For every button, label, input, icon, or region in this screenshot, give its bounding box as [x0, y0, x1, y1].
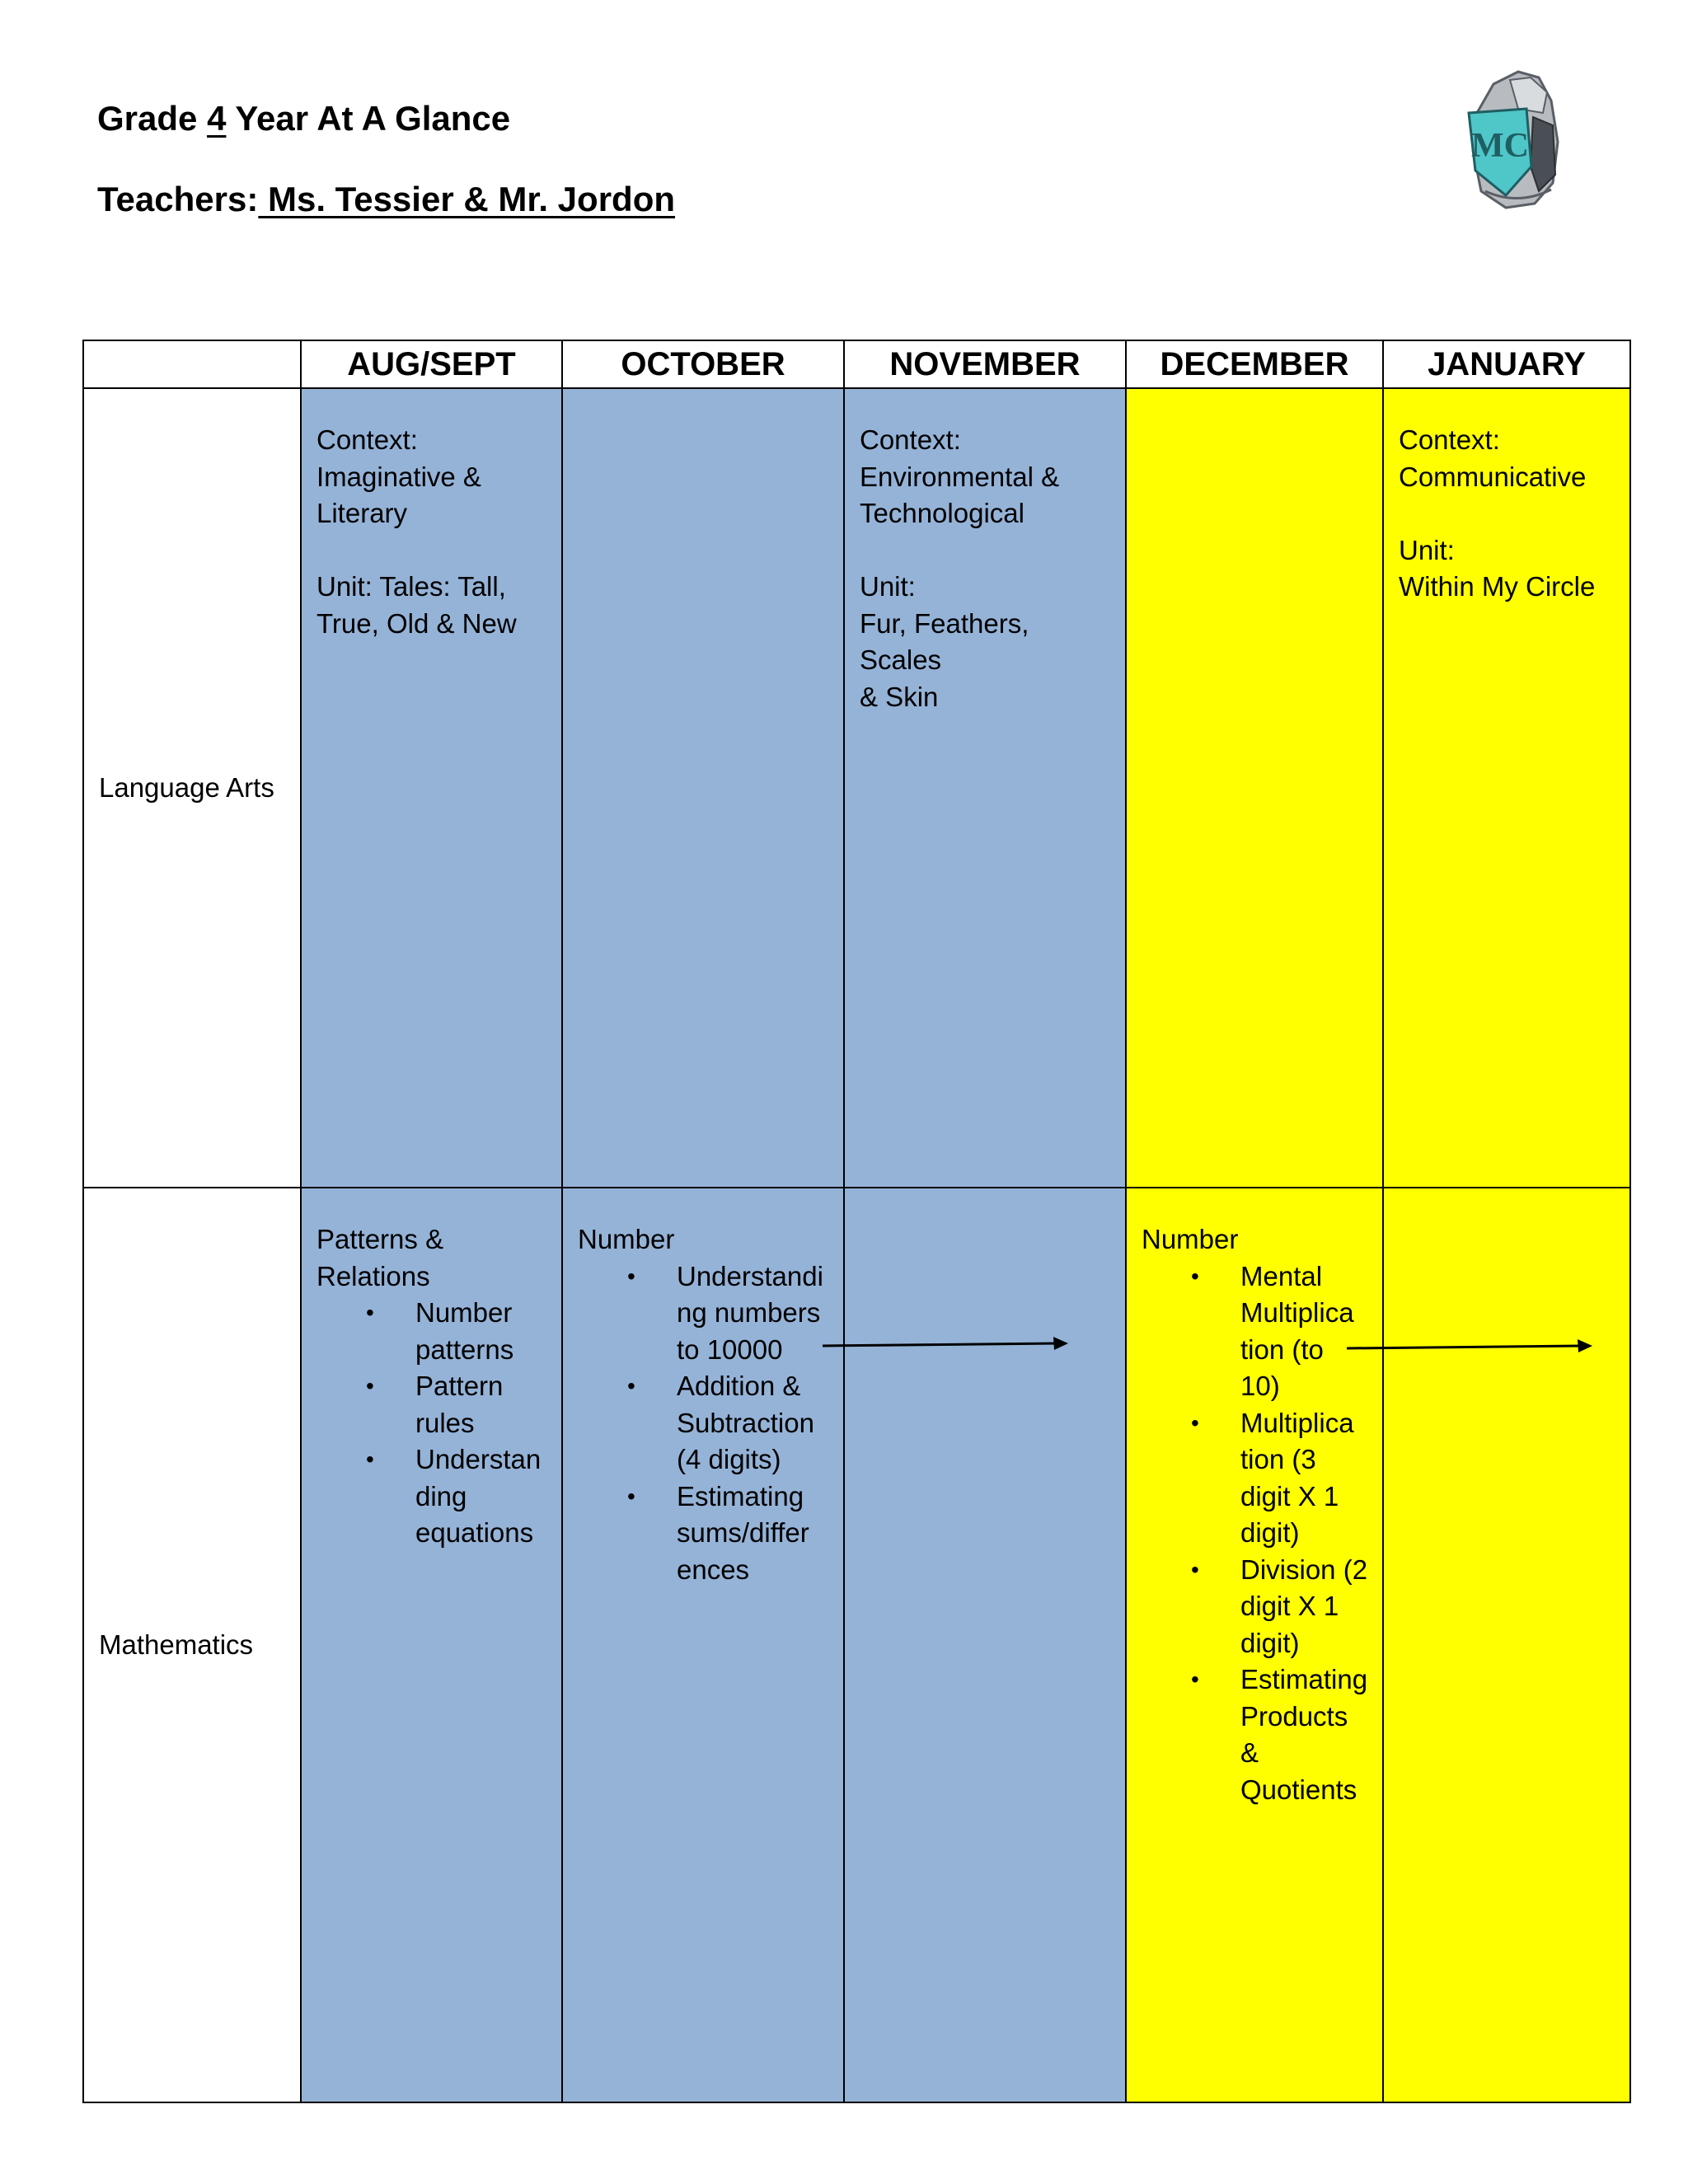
math-october-heading: Number: [578, 1224, 675, 1254]
col-header-january: JANUARY: [1383, 340, 1630, 388]
la-november-context: Context: Environmental & Technological: [860, 424, 1060, 528]
math-october-cell: [562, 1188, 844, 2102]
list-item: • Number patterns: [366, 1295, 548, 1368]
math-december-list: [1142, 1258, 1369, 1809]
math-january-cell: [1383, 1188, 1630, 2102]
la-aug-sept-cell: [301, 388, 562, 1188]
la-january-context: Context: Communicative: [1399, 424, 1587, 492]
list-item: • Mental Multiplica tion (to 10): [1191, 1258, 1369, 1405]
year-at-a-glance-table: [82, 340, 1631, 2103]
row-label-language-arts: Language Arts: [83, 388, 301, 1188]
col-header-november: NOVEMBER: [844, 340, 1126, 388]
la-aug-sept-unit: Unit: Tales: Tall, True, Old & New: [316, 571, 517, 639]
continue-arrow-icon: [821, 1331, 1076, 1356]
grade-number: 4: [207, 99, 227, 138]
title-prefix: Grade: [97, 99, 208, 138]
list-item: • Division (2 digit X 1 digit): [1191, 1552, 1369, 1662]
col-header-aug-sept: AUG/SEPT: [301, 340, 562, 388]
corner-cell: [83, 340, 301, 388]
list-item: • Understan ding equations: [366, 1441, 548, 1552]
list-item: • Multiplica tion (3 digit X 1 digit): [1191, 1405, 1369, 1552]
col-header-october: OCTOBER: [562, 340, 844, 388]
la-november-cell: [844, 388, 1126, 1188]
list-item: • Estimating Products & Quotients: [1191, 1661, 1369, 1808]
page-title: [97, 99, 510, 138]
list-item: • Estimating sums/differ ences: [627, 1479, 830, 1589]
list-item: • Understandi ng numbers to 10000: [627, 1258, 830, 1369]
continue-arrow-icon: [1345, 1333, 1601, 1358]
la-december-cell: [1126, 388, 1383, 1188]
la-november-unit: Unit: Fur, Feathers, Scales & Skin: [860, 571, 1029, 712]
logo-letters: MC: [1471, 127, 1529, 165]
la-january-unit: Unit: Within My Circle: [1399, 534, 1596, 602]
teachers-line: [97, 180, 675, 219]
list-item: • Pattern rules: [366, 1368, 548, 1441]
math-aug-sept-cell: [301, 1188, 562, 2102]
list-item: • Addition & Subtraction (4 digits): [627, 1368, 830, 1479]
header-row: [83, 340, 1630, 388]
col-header-december: DECEMBER: [1126, 340, 1383, 388]
math-november-cell: [844, 1188, 1126, 2102]
mathematics-row: [83, 1188, 1630, 2102]
la-aug-sept-context: Context: Imaginative & Literary: [316, 424, 481, 528]
teachers-names: Ms. Tessier & Mr. Jordon: [258, 180, 676, 218]
math-december-cell: [1126, 1188, 1383, 2102]
math-october-list: [578, 1258, 830, 1589]
la-january-cell: [1383, 388, 1630, 1188]
school-knight-logo-icon: [1461, 68, 1584, 212]
math-aug-sept-list: [316, 1295, 548, 1552]
row-label-mathematics: Mathematics: [83, 1188, 301, 2102]
title-suffix: Year At A Glance: [226, 99, 511, 138]
language-arts-row: [83, 388, 1630, 1188]
teachers-label: Teachers:: [97, 180, 259, 218]
la-october-cell: [562, 388, 844, 1188]
math-december-heading: Number: [1142, 1224, 1239, 1254]
math-aug-sept-heading: Patterns & Relations: [316, 1224, 444, 1291]
